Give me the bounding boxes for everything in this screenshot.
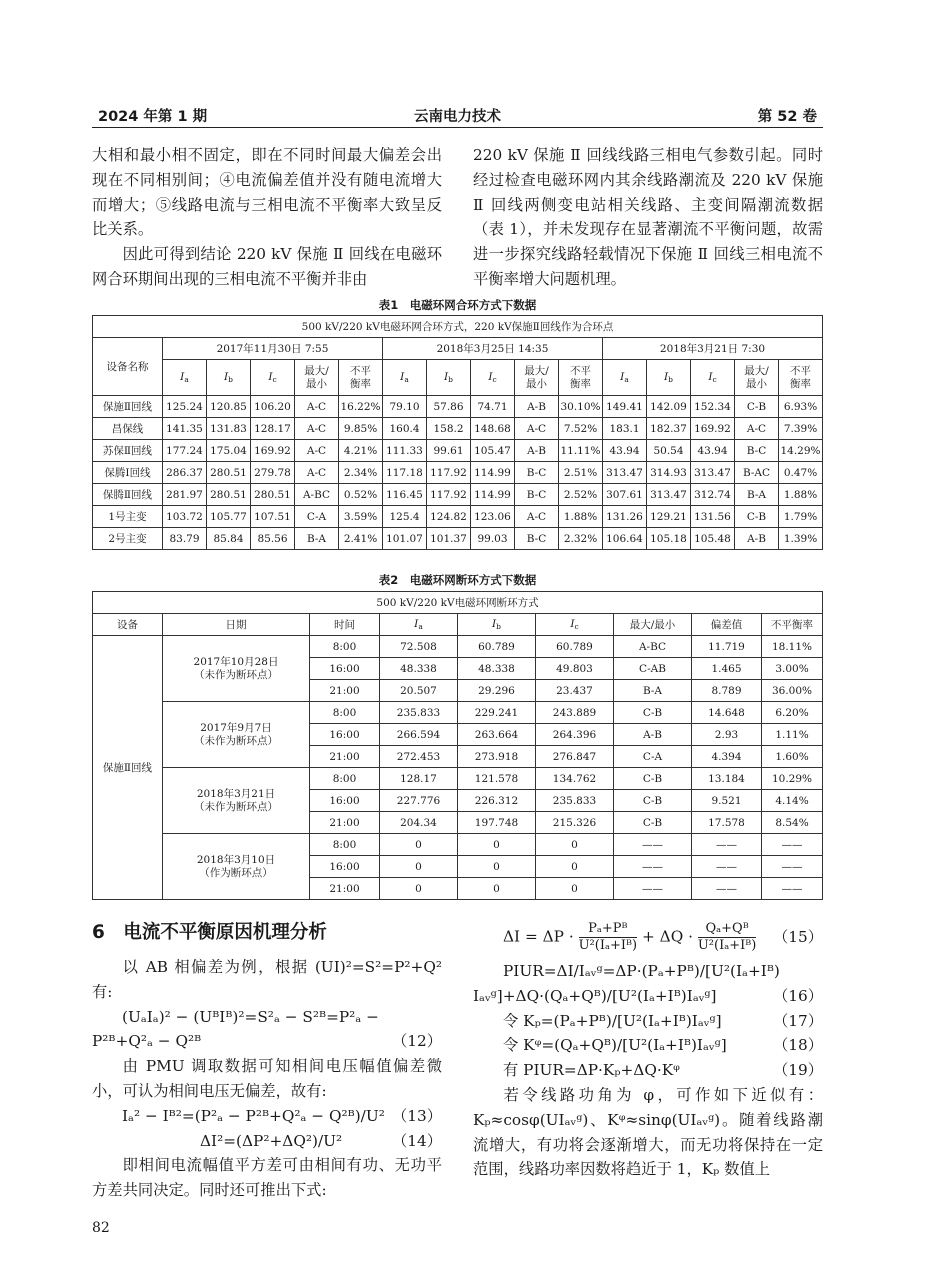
table-cell: A-BC xyxy=(295,484,339,506)
table-cell: C-B xyxy=(614,768,692,790)
table-cell: 2018年3月10日 （作为断环点） xyxy=(163,834,310,900)
table-cell: 131.26 xyxy=(603,506,647,528)
table-cell: 最大/ 最小 xyxy=(515,360,559,396)
table-cell: —— xyxy=(762,834,823,856)
table-cell: 500 kV/220 kV电磁环网合环方式，220 kV保施Ⅱ回线作为合环点 xyxy=(93,316,823,338)
table-cell: 60.789 xyxy=(536,636,614,658)
table-cell: A-C xyxy=(515,506,559,528)
table-row xyxy=(93,768,823,790)
table-cell: 276.847 xyxy=(536,746,614,768)
table-cell: A-C xyxy=(515,418,559,440)
paragraph: 若令线路功角为 φ，可作如下近似有：Kₚ≈cosφ(UIₐᵥᵍ)、Kᵠ≈sinφ(UIₐᵥᵍ)。随着线路潮流增大，有功将会逐渐增大，而无功将保持在一定范围，线路功率因数将趋近于 1，Kₚ 数值上 xyxy=(473,1085,823,1179)
table-cell: 204.34 xyxy=(380,812,458,834)
table-cell: C-B xyxy=(735,396,779,418)
table-cell: 3.59% xyxy=(339,506,383,528)
table-cell: 29.296 xyxy=(458,680,536,702)
table-cell: 50.54 xyxy=(647,440,691,462)
table-cell: 20.507 xyxy=(380,680,458,702)
table-cell: 142.09 xyxy=(647,396,691,418)
table-cell: A-B xyxy=(614,724,692,746)
table-cell: 7.52% xyxy=(559,418,603,440)
table-cell: 182.37 xyxy=(647,418,691,440)
table-cell: 最大/ 最小 xyxy=(295,360,339,396)
table-cell: 偏差值 xyxy=(692,614,762,636)
table-cell: 129.21 xyxy=(647,506,691,528)
table-cell: B-AC xyxy=(735,462,779,484)
table-cell: 最大/最小 xyxy=(614,614,692,636)
table-cell: 9.521 xyxy=(692,790,762,812)
table-cell: 1.39% xyxy=(779,528,823,550)
table-cell: 10.29% xyxy=(762,768,823,790)
equation-18: 令 Kᵠ=(Qₐ+Qᴮ)/[U²(Iₐ+Iᴮ)Iₐᵥᵍ] （18） xyxy=(503,1036,823,1055)
header-issue: 2024 年第 1 期 xyxy=(98,109,208,125)
table-cell: —— xyxy=(692,856,762,878)
table-cell: 1.465 xyxy=(692,658,762,680)
table-cell: 1.11% xyxy=(762,724,823,746)
table-cell: 0 xyxy=(536,878,614,900)
table-cell: 134.762 xyxy=(536,768,614,790)
table-cell: 273.918 xyxy=(458,746,536,768)
table-cell: 14.29% xyxy=(779,440,823,462)
table-cell: 3.00% xyxy=(762,658,823,680)
table-cell: 不平 衡率 xyxy=(779,360,823,396)
table-cell: 30.10% xyxy=(559,396,603,418)
table-cell: 2.34% xyxy=(339,462,383,484)
bottom-right-column xyxy=(473,915,823,1182)
table-row xyxy=(93,484,823,506)
table-cell: 227.776 xyxy=(380,790,458,812)
table-cell: 85.56 xyxy=(251,528,295,550)
table-cell: 177.24 xyxy=(163,440,207,462)
table-cell: 280.51 xyxy=(207,462,251,484)
table-cell: A-C xyxy=(295,396,339,418)
table-cell: 0 xyxy=(536,856,614,878)
table-cell: 131.56 xyxy=(691,506,735,528)
table-cell: B-A xyxy=(614,680,692,702)
table-cell: 105.47 xyxy=(471,440,515,462)
table-cell: A-B xyxy=(515,440,559,462)
table-cell: 2.52% xyxy=(559,484,603,506)
table-cell: 107.51 xyxy=(251,506,295,528)
equation-19: 有 PIUR=ΔP·Kₚ+ΔQ·Kᵠ （19） xyxy=(503,1061,823,1080)
table-cell: 8:00 xyxy=(310,702,380,724)
table-cell: 16:00 xyxy=(310,658,380,680)
table-cell: 175.04 xyxy=(207,440,251,462)
table-cell: 105.77 xyxy=(207,506,251,528)
table-cell: 125.4 xyxy=(383,506,427,528)
table-cell: 235.833 xyxy=(380,702,458,724)
table2-caption: 表2 电磁环网断环方式下数据 xyxy=(378,573,537,587)
table-cell: 16:00 xyxy=(310,724,380,746)
table-cell: 149.41 xyxy=(603,396,647,418)
running-header xyxy=(92,103,823,128)
table-cell: 114.99 xyxy=(471,484,515,506)
table-cell: 60.789 xyxy=(458,636,536,658)
table-row xyxy=(93,528,823,550)
top-left-column xyxy=(92,143,442,292)
table-cell: 314.93 xyxy=(647,462,691,484)
table-cell: 36.00% xyxy=(762,680,823,702)
table-cell: C-B xyxy=(735,506,779,528)
table-cell: 131.83 xyxy=(207,418,251,440)
table-cell: 18.11% xyxy=(762,636,823,658)
table-cell: 21:00 xyxy=(310,878,380,900)
table-cell: $I_b$ xyxy=(427,360,471,396)
table-cell: —— xyxy=(762,878,823,900)
table-cell: 158.2 xyxy=(427,418,471,440)
table-cell: 14.648 xyxy=(692,702,762,724)
table-cell: 不平 衡率 xyxy=(339,360,383,396)
table-cell: 0 xyxy=(458,834,536,856)
table-cell: 243.889 xyxy=(536,702,614,724)
table-cell: 117.92 xyxy=(427,484,471,506)
table-cell: 281.97 xyxy=(163,484,207,506)
table-cell: 1.88% xyxy=(779,484,823,506)
table-cell: 8.789 xyxy=(692,680,762,702)
table-cell: 7.39% xyxy=(779,418,823,440)
table-cell: 8.54% xyxy=(762,812,823,834)
table-cell: A-B xyxy=(735,528,779,550)
table-cell: 0 xyxy=(536,834,614,856)
paragraph: 大相和最小相不固定，即在不同时间最大偏差会出现在不同相别间；④电流偏差值并没有随电流增大而增大；⑤线路电流与三相电流不平衡率大致呈反比关系。 xyxy=(92,146,442,239)
header-volume: 第 52 卷 xyxy=(757,109,817,125)
table-cell: 2号主变 xyxy=(93,528,163,550)
table-cell: 279.78 xyxy=(251,462,295,484)
table-cell: 313.47 xyxy=(691,462,735,484)
table-cell: 148.68 xyxy=(471,418,515,440)
table-cell: —— xyxy=(614,856,692,878)
table-cell: 169.92 xyxy=(251,440,295,462)
paragraph: 220 kV 保施 Ⅱ 回线线路三相电气参数引起。同时经过检查电磁环网内其余线路潮流及 220 kV 保施 Ⅱ 回线两侧变电站相关线路、主变间隔潮流数据（表 1），并未发现存在显著潮流不平衡问题，故需进一步探究线路轻载情况下保施 Ⅱ 回线三相电流不平衡率增大问题机理。 xyxy=(473,146,823,288)
table-cell: 264.396 xyxy=(536,724,614,746)
table-cell: 9.85% xyxy=(339,418,383,440)
table2 xyxy=(92,591,823,900)
table-cell: 226.312 xyxy=(458,790,536,812)
table-cell: 101.07 xyxy=(383,528,427,550)
table-row xyxy=(93,418,823,440)
table-cell: 0 xyxy=(380,856,458,878)
table-cell: 1号主变 xyxy=(93,506,163,528)
table-cell: C-B xyxy=(614,812,692,834)
table-cell: 85.84 xyxy=(207,528,251,550)
table-cell: A-C xyxy=(735,418,779,440)
table-cell: 最大/ 最小 xyxy=(735,360,779,396)
table-cell: 16:00 xyxy=(310,790,380,812)
table-cell: 昌保线 xyxy=(93,418,163,440)
section-heading: 6 电流不平衡原因机理分析 xyxy=(92,922,327,943)
top-right-column xyxy=(473,143,823,292)
table-cell: 103.72 xyxy=(163,506,207,528)
table-cell: 57.86 xyxy=(427,396,471,418)
table-cell: A-C xyxy=(295,418,339,440)
table-cell: 99.03 xyxy=(471,528,515,550)
table-cell: C-A xyxy=(614,746,692,768)
table-cell: 17.578 xyxy=(692,812,762,834)
table-cell: 2.32% xyxy=(559,528,603,550)
table-cell: 500 kV/220 kV电磁环网断环方式 xyxy=(93,592,823,614)
table-cell: 保施Ⅱ回线 xyxy=(93,636,163,900)
equation-13: Iₐ² − Iᴮ²=(P²ₐ − P²ᴮ+Q²ₐ − Q²ᴮ)/U² （13） xyxy=(122,1106,442,1125)
table-cell: 235.833 xyxy=(536,790,614,812)
table-cell: 保腾Ⅰ回线 xyxy=(93,462,163,484)
table-cell: 2018年3月25日 14:35 xyxy=(383,338,603,360)
table-cell: —— xyxy=(692,834,762,856)
table-cell: 313.47 xyxy=(647,484,691,506)
equation-12-cont: P²ᴮ+Q²ₐ − Q²ᴮ （12） xyxy=(92,1032,442,1051)
table-cell: 160.4 xyxy=(383,418,427,440)
table-cell: 2.41% xyxy=(339,528,383,550)
table-cell: 21:00 xyxy=(310,812,380,834)
table-cell: —— xyxy=(614,834,692,856)
table-cell: 23.437 xyxy=(536,680,614,702)
table-cell: 2.93 xyxy=(692,724,762,746)
table-cell: 229.241 xyxy=(458,702,536,724)
table-cell: $I_a$ xyxy=(383,360,427,396)
table-cell: $I_c$ xyxy=(471,360,515,396)
equation-12: (UₐIₐ)² − (UᴮIᴮ)²=S²ₐ − S²ᴮ=P²ₐ − xyxy=(122,1007,379,1026)
table-cell: 48.338 xyxy=(458,658,536,680)
table-cell: 111.33 xyxy=(383,440,427,462)
table-cell: 21:00 xyxy=(310,680,380,702)
table-cell: 117.18 xyxy=(383,462,427,484)
table-cell: 13.184 xyxy=(692,768,762,790)
table-row xyxy=(93,462,823,484)
bottom-left-column xyxy=(92,955,442,1203)
table-cell: A-BC xyxy=(614,636,692,658)
table-row xyxy=(93,506,823,528)
table-row xyxy=(93,834,823,856)
table-cell: 72.508 xyxy=(380,636,458,658)
table-cell: B-C xyxy=(515,484,559,506)
table1-caption: 表1 电磁环网合环方式下数据 xyxy=(378,298,537,312)
table-row xyxy=(93,440,823,462)
table-cell: 128.17 xyxy=(251,418,295,440)
page-number: 82 xyxy=(92,1220,110,1236)
table-cell: 2.51% xyxy=(559,462,603,484)
table-cell: C-B xyxy=(614,790,692,812)
table-cell: $I_a$ xyxy=(163,360,207,396)
table-cell: 不平 衡率 xyxy=(559,360,603,396)
table-cell: 43.94 xyxy=(691,440,735,462)
table-cell: 2018年3月21日 7:30 xyxy=(603,338,823,360)
table-cell: B-A xyxy=(735,484,779,506)
table-cell: —— xyxy=(614,878,692,900)
header-journal: 云南电力技术 xyxy=(414,109,501,125)
table-cell: 时间 xyxy=(310,614,380,636)
table-cell: 99.61 xyxy=(427,440,471,462)
table-cell: $I_a$ xyxy=(603,360,647,396)
table-cell: 6.93% xyxy=(779,396,823,418)
table-cell: 266.594 xyxy=(380,724,458,746)
table-cell: 4.394 xyxy=(692,746,762,768)
table-cell: 43.94 xyxy=(603,440,647,462)
table-cell: 8:00 xyxy=(310,636,380,658)
table-cell: 116.45 xyxy=(383,484,427,506)
table-cell: 6.20% xyxy=(762,702,823,724)
table-cell: 123.06 xyxy=(471,506,515,528)
table-cell: 114.99 xyxy=(471,462,515,484)
equation-17: 令 Kₚ=(Pₐ+Pᴮ)/[U²(Iₐ+Iᴮ)Iₐᵥᵍ] （17） xyxy=(503,1011,823,1030)
table-cell: 1.88% xyxy=(559,506,603,528)
table-cell: A-C xyxy=(295,462,339,484)
table-cell: 保腾Ⅱ回线 xyxy=(93,484,163,506)
table-cell: 48.338 xyxy=(380,658,458,680)
table-cell: 设备名称 xyxy=(93,338,163,396)
equation-16: PIUR=ΔI/Iₐᵥᵍ=ΔP·(Pₐ+Pᴮ)/[U²(Iₐ+Iᴮ) xyxy=(503,962,780,980)
table-cell: 2017年10月28日 （未作为断环点） xyxy=(163,636,310,702)
table-cell: 1.60% xyxy=(762,746,823,768)
table-cell: C-B xyxy=(614,702,692,724)
table-cell: $I_c$ xyxy=(691,360,735,396)
paragraph: 以 AB 相偏差为例，根据 (UI)²=S²=P²+Q² 有: xyxy=(92,958,442,1001)
table-cell: 0.52% xyxy=(339,484,383,506)
table-cell: 263.664 xyxy=(458,724,536,746)
table-cell: 0 xyxy=(380,878,458,900)
table-cell: 280.51 xyxy=(251,484,295,506)
table-cell: 2017年11月30日 7:55 xyxy=(163,338,383,360)
table-cell: 16:00 xyxy=(310,856,380,878)
table-cell: 313.47 xyxy=(603,462,647,484)
table-cell: 106.20 xyxy=(251,396,295,418)
table-row xyxy=(93,702,823,724)
table-cell: $I_b$ xyxy=(458,614,536,636)
table-cell: 83.79 xyxy=(163,528,207,550)
paragraph: 即相间电流幅值平方差可由相间有功、无功平方差共同决定。同时还可推出下式: xyxy=(92,1156,442,1200)
table-cell: 280.51 xyxy=(207,484,251,506)
table-cell: 183.1 xyxy=(603,418,647,440)
table-cell: 不平衡率 xyxy=(762,614,823,636)
table-cell: 日期 xyxy=(163,614,310,636)
table-cell: B-C xyxy=(515,462,559,484)
table-cell: 105.48 xyxy=(691,528,735,550)
table-cell: 0.47% xyxy=(779,462,823,484)
table1 xyxy=(92,315,823,550)
table-cell: 124.82 xyxy=(427,506,471,528)
table-cell: $I_b$ xyxy=(207,360,251,396)
table-cell: 21:00 xyxy=(310,746,380,768)
table-cell: 0 xyxy=(458,878,536,900)
table-cell: 152.34 xyxy=(691,396,735,418)
table-cell: —— xyxy=(692,878,762,900)
paragraph: 由 PMU 调取数据可知相间电压幅值偏差微小，可认为相间电压无偏差，故有: xyxy=(92,1057,442,1100)
table-cell: 286.37 xyxy=(163,462,207,484)
table-cell: 8:00 xyxy=(310,834,380,856)
equation-15: ΔI = ΔP · $\frac{\text{Pₐ+Pᴮ}}{\text{U²(Iₐ+Iᴮ)}}$ + ΔQ · $\frac{\text{Qₐ+Qᴮ}}{\text{U²(Iₐ+Iᴮ)}}$ （15） xyxy=(503,920,823,953)
table-cell: B-C xyxy=(735,440,779,462)
paragraph: 因此可得到结论 220 kV 保施 Ⅱ 回线在电磁环网合环期间出现的三相电流不平衡并非由 xyxy=(92,245,442,288)
table-cell: 197.748 xyxy=(458,812,536,834)
table-cell: 312.74 xyxy=(691,484,735,506)
table-cell: 307.61 xyxy=(603,484,647,506)
table-cell: A-C xyxy=(295,440,339,462)
table-cell: 4.21% xyxy=(339,440,383,462)
table-cell: $I_a$ xyxy=(380,614,458,636)
table-cell: 74.71 xyxy=(471,396,515,418)
table-row xyxy=(93,636,823,658)
table-cell: 2017年9月7日 （未作为断环点） xyxy=(163,702,310,768)
table-cell: 101.37 xyxy=(427,528,471,550)
table-cell: 120.85 xyxy=(207,396,251,418)
table-cell: $I_c$ xyxy=(536,614,614,636)
table-cell: $I_c$ xyxy=(251,360,295,396)
table-cell: 保施Ⅱ回线 xyxy=(93,396,163,418)
equation-14: ΔI²=(ΔP²+ΔQ²)/U² （14） xyxy=(200,1131,442,1150)
table-cell: 苏保Ⅱ回线 xyxy=(93,440,163,462)
table-cell: 16.22% xyxy=(339,396,383,418)
table-cell: 121.578 xyxy=(458,768,536,790)
table-cell: 8:00 xyxy=(310,768,380,790)
table-cell: 2018年3月21日 （未作为断环点） xyxy=(163,768,310,834)
table-cell: 11.11% xyxy=(559,440,603,462)
table-cell: 141.35 xyxy=(163,418,207,440)
table-cell: 79.10 xyxy=(383,396,427,418)
table-cell: 11.719 xyxy=(692,636,762,658)
table-cell: 4.14% xyxy=(762,790,823,812)
table-cell: 215.326 xyxy=(536,812,614,834)
table-cell: 125.24 xyxy=(163,396,207,418)
table-cell: 0 xyxy=(380,834,458,856)
table-cell: 128.17 xyxy=(380,768,458,790)
table-cell: 49.803 xyxy=(536,658,614,680)
table-cell: A-B xyxy=(515,396,559,418)
table-cell: B-C xyxy=(515,528,559,550)
table-cell: 1.79% xyxy=(779,506,823,528)
equation-16-cont: Iₐᵥᵍ]+ΔQ·(Qₐ+Qᴮ)/[U²(Iₐ+Iᴮ)Iₐᵥᵍ] （16） xyxy=(473,986,823,1005)
table-cell: 272.453 xyxy=(380,746,458,768)
table-cell: 0 xyxy=(458,856,536,878)
table-cell: —— xyxy=(762,856,823,878)
table-cell: C-AB xyxy=(614,658,692,680)
table-cell: C-A xyxy=(295,506,339,528)
table-cell: 设备 xyxy=(93,614,163,636)
table-cell: 169.92 xyxy=(691,418,735,440)
table-row xyxy=(93,396,823,418)
table-cell: B-A xyxy=(295,528,339,550)
table-cell: 117.92 xyxy=(427,462,471,484)
table-cell: 105.18 xyxy=(647,528,691,550)
table-cell: 106.64 xyxy=(603,528,647,550)
table-cell: $I_b$ xyxy=(647,360,691,396)
